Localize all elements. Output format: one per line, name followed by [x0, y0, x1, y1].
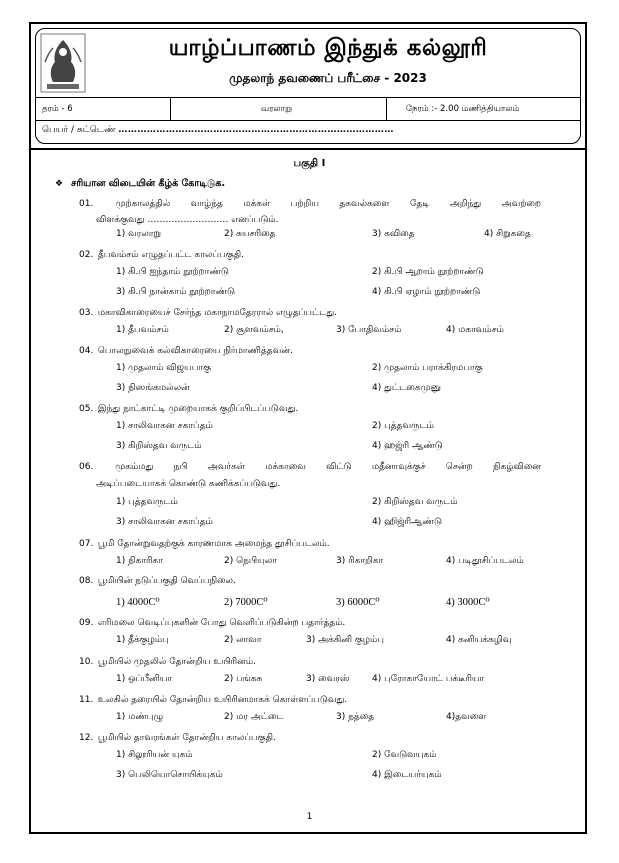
option[interactable]: 4) ஹிஜ்ரிஆண்டு: [372, 517, 443, 527]
option[interactable]: 3) கி.பி நான்காம் நூற்றாண்டு: [116, 287, 236, 297]
option[interactable]: 3) கவிதை: [372, 229, 415, 239]
question-text: பூமியில் முதலில் தோன்றிய உயிரினம்.: [97, 657, 256, 667]
option[interactable]: 2) மர அட்டை: [224, 712, 284, 722]
option[interactable]: 4) ஹஜ்ரி ஆண்டு: [372, 441, 443, 451]
exam-name: முதலாந் தவணைப் பரீட்சை - 2023: [229, 71, 427, 85]
question-08: [79, 573, 541, 589]
subject-label: வரலாறு: [261, 104, 293, 114]
option[interactable]: 2) பங்கசு: [224, 674, 263, 684]
option[interactable]: 1) கி.பி ஐந்தாம் நூற்றாண்டு: [116, 267, 229, 277]
option[interactable]: 4) இடையர்யுகம்: [372, 770, 442, 780]
option[interactable]: 3) கிறிஸ்தவ வருடம்: [116, 441, 202, 451]
option[interactable]: 2) சூளவம்சம்,: [224, 325, 284, 335]
question-text: பூமியில் தாவரங்கள் தோன்றிய காலப்பகுதி.: [97, 733, 276, 743]
question-number: 11.: [79, 695, 94, 705]
question-06-line2: அடிப்படையாகக் கொண்டு கணிக்கப்படுவது.: [96, 479, 281, 489]
question-text: தீபவம்சம் எழுதப்பட்ட காலப்பகுதி.: [97, 250, 244, 260]
option[interactable]: 3) போதிவம்சம்: [336, 325, 402, 335]
option[interactable]: 3) பெலியொசொயிக்யுகம்: [116, 770, 223, 780]
question-text: பூமியின் நடுப்பகுதி வெப்பநிலை.: [97, 576, 236, 586]
question-text: பொலநுவைக் கல்விகாரையை நிர்மாணித்தவன்.: [97, 346, 293, 356]
instruction-text: சரியான விடையின் கீழ்க் கோடிடுக.: [71, 178, 226, 189]
question-text: முற்காலத்தில் வாழ்ந்த மக்கள் பற்றிய தகவல்களை தேடி அறிந்து அவற்றை: [115, 199, 541, 209]
question-number: 01.: [79, 199, 94, 209]
time-label: நேரம் :- 2.00 மணித்தியாலம்: [406, 104, 520, 114]
question-04: [79, 343, 541, 359]
question-number: 08.: [79, 576, 94, 586]
name-label: பெயர் / சுட்டெண்: [42, 125, 119, 135]
header-rule: [29, 148, 587, 150]
question-number: 05.: [79, 404, 94, 414]
page-number: 1: [306, 812, 313, 822]
option[interactable]: 2) கிறிஸ்தவ வருடம்: [372, 497, 458, 507]
diamond-bullet-icon: ❖: [55, 179, 64, 189]
option[interactable]: 2) 7000C⁰: [224, 597, 268, 608]
option[interactable]: 4) 3000C⁰: [446, 597, 490, 608]
option[interactable]: 3) அக்கினி குழம்பு: [306, 635, 384, 645]
question-06: [79, 459, 541, 475]
option[interactable]: 2) லாவா: [224, 635, 262, 645]
question-07: [79, 536, 541, 552]
option[interactable]: 4) துட்டகைமுனு: [372, 383, 441, 393]
option[interactable]: 1) தீபவம்சம்: [116, 325, 169, 335]
question-11: [79, 692, 541, 708]
divider: [386, 98, 387, 120]
option[interactable]: 4) படிதூசிப்படலம்: [446, 556, 524, 566]
name-row: [42, 125, 394, 136]
option[interactable]: 2) சுயசரிதை: [224, 229, 276, 239]
exam-header: [35, 28, 581, 144]
option[interactable]: 4) புரோகாயோட் பக்டீரியா: [372, 674, 485, 684]
option[interactable]: 3) ரிகாறிகா: [336, 556, 384, 566]
option[interactable]: 4) மகாவம்சம்: [446, 325, 504, 335]
question-number: 12.: [79, 733, 94, 743]
question-text: இந்து நாட்காட்டி முறையாகக் குறிப்பிடப்படுவது.: [97, 404, 299, 414]
option[interactable]: 3) 6000C⁰: [336, 597, 380, 608]
option[interactable]: 4) கனியக்கழிவு: [446, 635, 512, 645]
option[interactable]: 1) 4000C⁰: [116, 597, 160, 608]
section-title: பகுதி I: [293, 158, 326, 169]
question-09: [79, 615, 541, 631]
option[interactable]: 4) சிறுகதை: [484, 229, 531, 239]
question-02: [79, 247, 541, 263]
question-number: 02.: [79, 250, 94, 260]
option[interactable]: 4) கி.பி ஏழாம் நூற்றாண்டு: [372, 287, 481, 297]
option[interactable]: 1) சிலூரியன் யுகம்: [116, 750, 193, 760]
question-number: 10.: [79, 657, 94, 667]
question-number: 09.: [79, 618, 94, 628]
exam-info-row: [36, 97, 580, 121]
option[interactable]: 1) ஒப்பீனியா: [116, 674, 173, 684]
option[interactable]: 2) கி.பி ஆறாம் நூற்றாண்டு: [372, 267, 484, 277]
school-name: யாழ்ப்பாணம் இந்துக் கல்லூரி: [168, 35, 488, 61]
question-text: மகாவிகாரையைச் சேர்ந்த மகாநாமதேரரால் எழுதப்பட்டது.: [97, 308, 337, 318]
option[interactable]: 2) நெபியுலா: [224, 556, 277, 566]
option[interactable]: 1) சாலிவாகன சகாப்தம்: [116, 421, 213, 431]
question-03: [79, 305, 541, 321]
instruction: [55, 178, 225, 190]
option[interactable]: 2) முதலாம் பராக்கிரமபாகு: [372, 363, 483, 373]
question-10: [79, 654, 541, 670]
question-number: 03.: [79, 308, 94, 318]
option[interactable]: 1) நிகாரிகா: [116, 556, 163, 566]
question-number: 06.: [79, 462, 94, 472]
option[interactable]: 2) வேடுவயுகம்: [372, 750, 437, 760]
option[interactable]: 3) நத்தை: [336, 712, 375, 722]
name-field[interactable]: ……………………………………………………………………………: [118, 125, 394, 135]
option[interactable]: 3) வைரஸ்: [306, 674, 350, 684]
question-12: [79, 730, 541, 746]
question-05: [79, 401, 541, 417]
option[interactable]: 4)தவளை: [446, 712, 487, 722]
question-number: 04.: [79, 346, 94, 356]
question-01-line2: விளக்குவது ……………………… எனப்படும்.: [96, 215, 279, 225]
divider: [170, 98, 171, 120]
option[interactable]: 1) வரலாறு: [116, 229, 162, 239]
question-text: எரிமலை வெடிப்புகளின் போது வெளிப்படுகின்ற பதார்த்தம்.: [97, 618, 346, 628]
option[interactable]: 2) புத்தவருடம்: [372, 421, 434, 431]
option[interactable]: 1) புத்தவருடம்: [116, 497, 178, 507]
question-text: முகம்மது நபி அவர்கள் மக்காவை விட்டு மதீனாவுக்குச் சென்ற நிகழ்வினை: [115, 462, 541, 472]
question-text: உலகில் தரையில் தோன்றிய உயிரினமாகக் கொள்ளப்படுவது.: [97, 695, 348, 705]
question-text: பூமி தோன்றுவதற்குக் காரணமாக அமைந்த தூசிப்படலம்.: [97, 539, 330, 549]
grade-label: தரம் - 6: [42, 104, 73, 114]
option[interactable]: 3) நிஸங்கமல்லன்: [116, 383, 190, 393]
question-01: [79, 196, 541, 212]
option[interactable]: 1) மண்புழு: [116, 712, 164, 722]
question-number: 07.: [79, 539, 94, 549]
option[interactable]: 1) முதலாம் விஜயபாகு: [116, 363, 212, 373]
option[interactable]: 3) சாலிவாகன சகாப்தம்: [116, 517, 213, 527]
option[interactable]: 1) தீக்குழம்பு: [116, 635, 169, 645]
